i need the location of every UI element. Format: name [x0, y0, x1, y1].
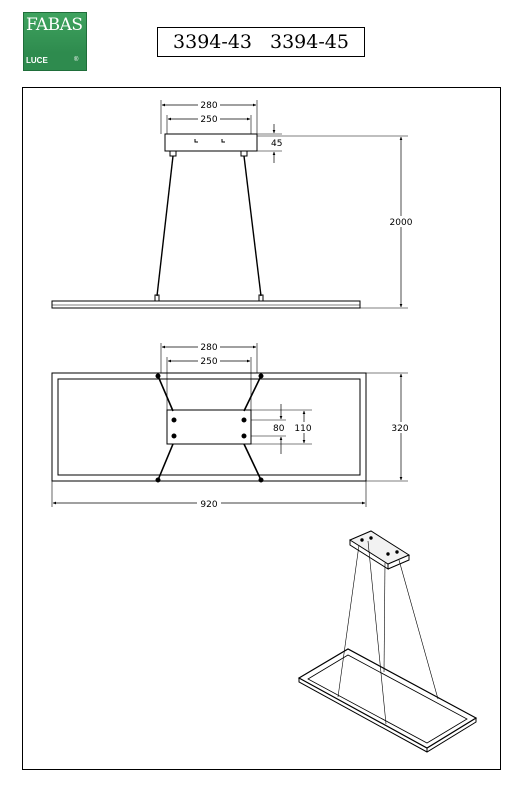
cable-perspective-1 [338, 545, 359, 697]
cable-perspective-2 [368, 541, 386, 724]
cable-top-view-2 [244, 376, 261, 411]
dim-label-280-side: 280 [200, 101, 218, 111]
lamp-perspective-outer [299, 649, 476, 748]
product-code-1: 3394-43 [173, 31, 252, 53]
logo-brand: FABAS [26, 15, 83, 35]
cable-perspective-3 [384, 563, 385, 672]
logo-sub: LUCE [26, 56, 48, 65]
dim-label-320: 320 [391, 424, 409, 434]
cable-point [156, 374, 160, 378]
cable-clamp-right [241, 151, 247, 156]
product-code-2: 3394-45 [270, 31, 349, 53]
cable-perspective-4 [399, 560, 438, 699]
dim-label-110: 110 [294, 424, 312, 434]
logo-registered: ® [74, 57, 79, 63]
cable-point [156, 478, 160, 482]
side-view-labels [198, 99, 414, 228]
lamp-outer-frame [52, 373, 366, 481]
dim-label-250-side: 250 [200, 115, 218, 125]
top-view [52, 343, 408, 507]
cable-clamp-left [170, 151, 176, 156]
lamp-perspective-inner [308, 655, 467, 743]
dim-label-45: 45 [271, 139, 283, 149]
perspective-view [299, 531, 476, 752]
lamp-inner-frame [58, 379, 360, 475]
suspension-cable-left [157, 156, 173, 296]
lamp-body-side [52, 301, 360, 308]
lamp-perspective-edge [299, 678, 476, 752]
side-view [52, 100, 408, 308]
canopy-top [167, 410, 251, 444]
cable-point [259, 478, 263, 482]
dim-label-280-top: 280 [200, 343, 218, 353]
dim-label-2000: 2000 [389, 218, 413, 228]
canopy-hole [242, 418, 246, 422]
canopy-side [165, 134, 257, 151]
cable-point [259, 374, 263, 378]
canopy-screws [195, 139, 225, 142]
canopy-hole [172, 434, 176, 438]
canopy-hole [242, 434, 246, 438]
suspension-cable-right [244, 156, 261, 296]
canopy-hole [172, 418, 176, 422]
dim-label-250-top: 250 [200, 357, 218, 367]
dim-label-920: 920 [200, 500, 218, 510]
top-view-labels [197, 341, 412, 510]
cable-top-view-1 [158, 376, 173, 411]
dim-label-80: 80 [273, 424, 285, 434]
